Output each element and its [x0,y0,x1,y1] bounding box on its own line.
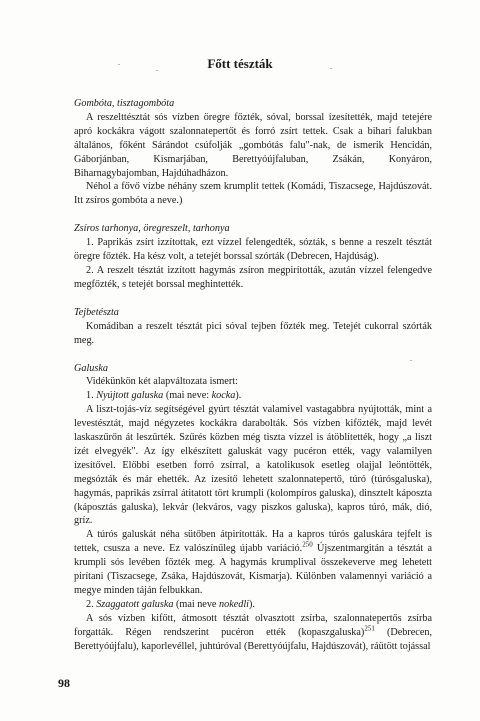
section-galuska [74,362,432,654]
subheading-szaggatott: 2. Szaggatott galuska (mai neve nokedli). [86,598,255,610]
section-zsiros-tarhonya [74,222,432,292]
section-gombota [74,97,432,208]
section-heading: Gombóta, tisztagombóta [74,98,175,109]
section-tejbeteszta [74,306,432,348]
scan-speck [118,64,120,65]
paragraph: A reszelttésztát sós vízben öregre főzték, sóval, borssal ízesítették, majd tetejére apró kockákra vágott szalonnatepertőt és forró zsírt tettek. Csak a bihari falukban általános, főként Sárándot csúfolják „gombótás falu"-nak, de ismerik Hencidán, Gáborjánban, Kismarjában, Berettyóújfaluban, Zsákán, Konyáron, Biharnagybajomban, Hajdúhadházon. [74,111,432,179]
section-heading: Galuska [74,362,108,374]
paragraph: 2. A reszelt tésztát izzított hagymás zsíron megpirították, azután vízzel felengedve megfőzték, s tetejét borssal meghintették. [74,264,432,290]
paragraph: 1. Paprikás zsírt izzítottak, ezt vízzel felengedték, sózták, s benne a reszelt tésztát öregre főzték. Ha kész volt, a tetejét borssal szórták (Debrecen, Hajdúság). [74,237,432,263]
paragraph: A liszt-tojás-víz segítségével gyúrt tésztát valamivel vastagabbra nyújtották, mint a levestésztát, majd négyzetes kockákra darabolták. Sós vízben kifőzték, majd levét laskaszűrőn át leszűrték. Szűrés közben még tiszta vízzel is átöblítették, hogy „a liszt ízét elvegyék". Az így elkészített galuskát vagy pucéron ették, vagy valamilyen ízesítővel. Előbbi esetben forró zsírral, a katolikusok esetleg olajjal leöntötték, megsózták és már ehették. Az ízesítő lehetett szalonnatepertő, túró (túrósgaluska), hagymás, paprikás zsírral átitatott tört krumpli (kolompíros galuska), dinsztelt káposzta (káposztás galuska), lekvár (lekváros, vagy piszkos galuska), kapros túró, mák, dió, gríz. [74,404,432,527]
page-number: 98 [58,676,70,690]
section-heading: Zsíros tarhonya, öregreszelt, tarhonya [74,223,230,235]
footnote-ref[interactable]: 250 [302,540,313,549]
paragraph: Komádiban a reszelt tésztát pici sóval tejben főzték meg. Tetejét cukorral szórták meg. [74,320,432,346]
paragraph: A túrós galuskát néha sütőben átpirították. Ha a kapros túrós galuskára tejfelt is tettek, csusza a neve. Ez valószínűleg újabb variáció.$^{250}$ Újszentmargitán a tésztát a krumpli sós levében főzték meg. A hagymás krumplival összekeverve meg lehetett pirítani (Tiszacsege, Zsáka, Hajdúszovát, Kismarja). Különben valamennyi variáció a megye minden táján felbukkan. [74,529,432,596]
scan-speck [410,360,412,361]
page-title: Főtt tészták [207,56,273,71]
paragraph: Néhol a fővő vízbe néhány szem krumplit tettek (Komádi, Tiszacsege, Hajdúszovát. Itt zsíros gombóta a neve.) [74,181,432,207]
scan-speck [156,70,158,71]
paragraph: Vidékünkön két alapváltozata ismert: [86,376,238,388]
footnote-ref[interactable]: 251 [364,624,375,633]
page-content [74,97,432,654]
section-heading: Tejbetészta [74,306,119,318]
paragraph: A sós vízben kifőtt, átmosott tésztát olvasztott zsírba, szalonnatepertős zsírba forgatták. Régen rendszerint pucéron ették (kopaszgaluska)$^{251}$ (Debrecen, Berettyóújfalu), kaporlevéllel, juhtúróval (Berettyóújfalu, Hajdúszovát), ráütött tojással [74,612,432,652]
scan-speck [330,68,332,69]
subheading-nyujtott: 1. Nyújtott galuska (mai neve: kocka). [86,390,242,402]
